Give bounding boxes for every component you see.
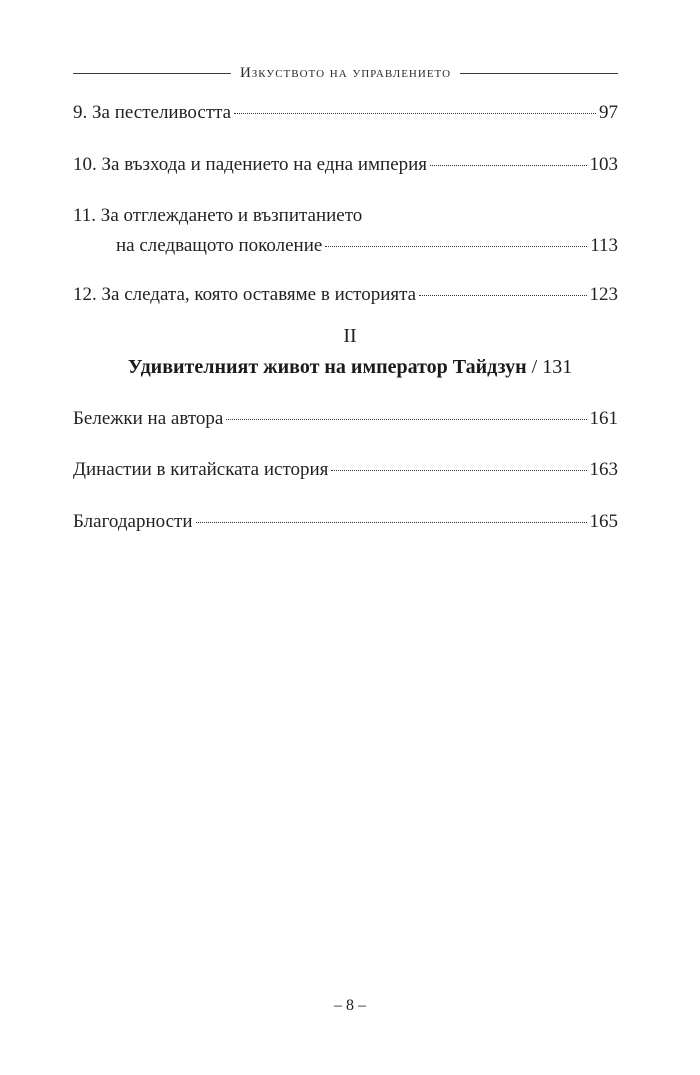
toc-line xyxy=(73,101,618,125)
header-rule-left xyxy=(73,73,231,74)
toc-entry-chapter-10 xyxy=(73,153,618,177)
part-number: II xyxy=(343,325,357,347)
page-number: 97 xyxy=(599,102,618,123)
back-matter-title: Бележки на автора xyxy=(73,408,224,429)
toc-line xyxy=(73,407,618,431)
chapter-number: 11. xyxy=(73,205,97,226)
chapter-title-line2: на следващото поколение xyxy=(116,235,323,256)
page-number: 165 xyxy=(589,511,618,532)
chapter-number: 12. xyxy=(73,284,97,305)
dot-leader xyxy=(331,470,586,471)
chapter-number: 10. xyxy=(73,154,97,175)
part-page-number: 131 xyxy=(542,356,573,378)
toc-entry-first-line xyxy=(73,204,618,228)
part-title: Удивителният живот на император Тайдзун xyxy=(127,356,527,378)
dot-leader xyxy=(196,522,587,523)
part-heading xyxy=(0,356,700,379)
page-number: 163 xyxy=(589,459,618,480)
toc-entry-acknowledgements xyxy=(73,510,618,534)
back-matter-title: Благодарности xyxy=(73,511,193,532)
toc-entry-author-notes xyxy=(73,407,618,431)
toc-line xyxy=(73,283,618,307)
chapter-title: За следата, която оставяме в историята xyxy=(101,284,417,305)
page-number: 123 xyxy=(589,284,618,305)
chapter-title-line1: За отглеждането и възпитанието xyxy=(100,205,363,226)
page-number: 113 xyxy=(590,235,618,256)
toc-line xyxy=(73,458,618,482)
dot-leader xyxy=(234,113,596,114)
dot-leader xyxy=(430,165,586,166)
running-header-title: Изкуството на управлението xyxy=(239,64,452,81)
toc-entry-chapter-9 xyxy=(73,101,618,125)
dot-leader xyxy=(325,246,587,247)
dot-leader xyxy=(419,295,586,296)
page-number: 103 xyxy=(589,154,618,175)
page-number: 161 xyxy=(589,408,618,429)
toc-entry-label xyxy=(73,283,416,307)
running-header xyxy=(73,62,618,84)
toc-line xyxy=(73,234,618,258)
toc-entry-label xyxy=(73,101,231,125)
chapter-title: За възхода и падението на една империя xyxy=(101,154,428,175)
page-folio: – 8 – xyxy=(334,997,366,1014)
toc-line xyxy=(73,153,618,177)
toc-entry-label xyxy=(73,153,427,177)
toc-entry-chapter-11 xyxy=(73,204,618,258)
header-rule-right xyxy=(460,73,618,74)
chapter-number: 9. xyxy=(73,102,88,123)
toc-entry-chapter-12 xyxy=(73,283,618,307)
chapter-title: За пестеливостта xyxy=(92,102,232,123)
back-matter-title: Династии в китайската история xyxy=(73,459,329,480)
dot-leader xyxy=(226,419,586,420)
toc-entry-dynasties xyxy=(73,458,618,482)
toc-line xyxy=(73,510,618,534)
part-separator: / xyxy=(531,356,538,378)
